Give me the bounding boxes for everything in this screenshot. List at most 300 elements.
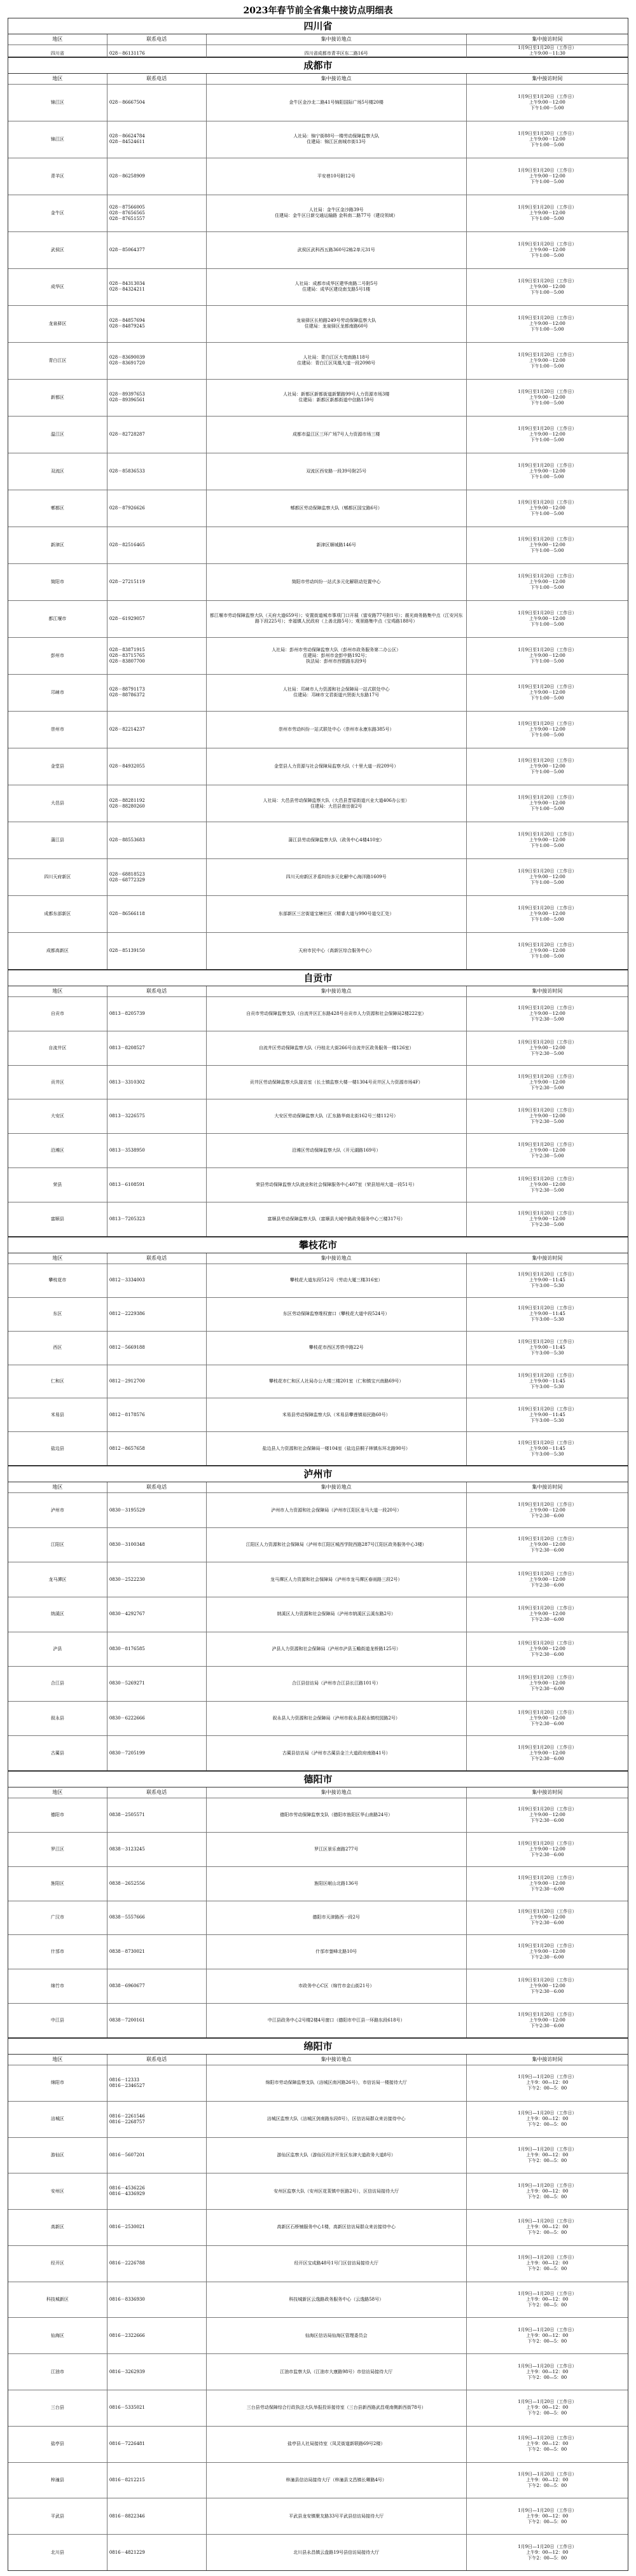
area-name: 成都东部新区 <box>44 911 71 917</box>
time-text: 上午9:00－12:00 <box>529 1846 565 1852</box>
phone-cell <box>107 1833 207 1866</box>
area-cell <box>8 417 107 453</box>
address-cell <box>207 306 467 342</box>
phone-cell <box>107 1264 207 1297</box>
table-row <box>8 1736 628 1770</box>
table-row <box>8 2463 628 2499</box>
time-cell <box>467 380 628 416</box>
column-header: 集中接访地点 <box>207 1787 467 1798</box>
table-row <box>8 417 628 453</box>
table-header-row <box>8 986 628 997</box>
phone-number: 0830－3100348 <box>109 1542 145 1548</box>
phone-number: 028－68772329 <box>109 877 145 883</box>
time-text: 下午2：00—5：00 <box>527 2303 567 2308</box>
time-text: 上午9:00－12:00 <box>529 874 565 880</box>
time-text: 下午1:00－5:00 <box>530 548 564 553</box>
region-section <box>8 1466 628 1771</box>
area-name: 科技城新区 <box>46 2297 69 2303</box>
time-cell <box>467 1432 628 1465</box>
phone-number: 028－82516465 <box>109 542 145 548</box>
address-cell <box>207 1031 467 1065</box>
time-cell <box>467 1935 628 1969</box>
phone-number: 0830－2522230 <box>109 1576 145 1582</box>
phone-cell <box>107 2390 207 2426</box>
area-cell <box>8 1031 107 1065</box>
time-text: 上午9:00－12:00 <box>529 579 565 584</box>
address-cell <box>207 1867 467 1901</box>
area-name: 盐边县 <box>50 1445 64 1451</box>
time-text: 下午2:30－6:00 <box>530 1756 564 1761</box>
table-row <box>8 1332 628 1365</box>
area-name: 锦江区 <box>50 136 64 142</box>
address-text: 崇州市劳动纠纷一站式联处中心（崇州市永康东路385号） <box>279 726 394 732</box>
time-text: 上午9:00－12:00 <box>529 1983 565 1989</box>
time-text: 下午2：00—5：00 <box>527 2447 567 2453</box>
time-text: 上午9:00－12:00 <box>529 357 565 363</box>
table-row <box>8 343 628 380</box>
time-text: 1月9日—1月20日（工作日） <box>518 2471 577 2477</box>
phone-cell <box>107 1867 207 1901</box>
column-header: 地区 <box>8 74 107 84</box>
address-cell <box>207 417 467 453</box>
time-text: 1月9日—1月20日（工作日） <box>518 2182 577 2188</box>
address-text: 罗江区景乐南路277号 <box>314 1846 359 1852</box>
address-text: 住建局：邛崃市文君街道兴贤街大东路17号 <box>293 692 380 698</box>
time-text: 上午9:00－12:00 <box>529 394 565 400</box>
address-text: 武侯区武科西五路360号2栋2单元31号 <box>297 247 375 252</box>
time-text: 1月9日至1月20日（工作日） <box>518 1909 577 1915</box>
phone-cell <box>107 2535 207 2570</box>
area-name: 安州区 <box>50 2188 64 2194</box>
address-cell <box>207 2004 467 2037</box>
time-text: 1月9日—1月20日（工作日） <box>518 2327 577 2332</box>
time-text: 1月9日—1月20日（工作日） <box>518 2111 577 2116</box>
time-text: 下午2:30－6:00 <box>530 2023 564 2029</box>
phone-number: 028－86667504 <box>109 99 145 105</box>
time-text: 上午9:00－12:00 <box>529 1045 565 1050</box>
time-text: 上午9:00－12:00 <box>529 1646 565 1651</box>
table-row <box>8 1264 628 1298</box>
table-row <box>8 306 628 343</box>
address-cell <box>207 822 467 858</box>
time-text: 下午2：00—5：00 <box>527 2555 567 2561</box>
time-text: 1月9日—1月20日（工作日） <box>518 2146 577 2152</box>
phone-number: 0813－7205323 <box>109 1216 145 1222</box>
time-text: 上午9:00－12:00 <box>529 1216 565 1222</box>
phone-number: 0816－2322666 <box>109 2332 145 2338</box>
area-name: 高新区 <box>50 2224 64 2230</box>
address-text: 东部新区三岔街道宝塘社区（精睿大道与990号道交汇处） <box>279 911 394 917</box>
time-text: 下午2:30－6:00 <box>530 1686 564 1692</box>
address-text: 市政务中心C区（绵竹市金山街21号） <box>298 1983 375 1989</box>
time-text: 下午2：00—5：00 <box>527 2483 567 2488</box>
time-text: 上午9:00－12:00 <box>529 1915 565 1920</box>
column-header: 联系电话 <box>107 74 207 84</box>
table-row <box>8 232 628 269</box>
address-cell <box>207 1702 467 1736</box>
phone-number: 0830－7205199 <box>109 1750 145 1756</box>
time-cell <box>467 2246 628 2282</box>
area-name: 锦江区 <box>50 99 64 105</box>
phone-number: 0816－5335021 <box>109 2405 145 2411</box>
table-row <box>8 638 628 675</box>
address-cell <box>207 158 467 195</box>
time-text: 1月9日—1月20日（工作日） <box>518 2507 577 2513</box>
address-cell <box>207 675 467 711</box>
area-cell <box>8 1562 107 1597</box>
address-cell <box>207 1901 467 1935</box>
phone-cell <box>107 896 207 932</box>
time-text: 上午9:00－12:00 <box>529 1812 565 1817</box>
address-text: 平安巷10号附12号 <box>317 173 356 179</box>
area-name: 新津区 <box>50 542 64 548</box>
address-text: 都江堰市劳动保障监察大队（天府大道659号）；安置街道城市事项门口开展（富安路77号附1号）；震光商务路集中点（江安河东路下段225号）；幸福镇人民政府（上善北路5号）；观景路集中点（宝鸡路188号） <box>209 613 463 624</box>
address-text: 新津区顺城路146号 <box>316 542 356 548</box>
time-text: 上午9:00－11:45 <box>529 1345 565 1351</box>
area-name: 盐亭县 <box>50 2441 64 2447</box>
table-row <box>8 859 628 896</box>
table-row <box>8 2246 628 2282</box>
phone-number: 028－84857694 <box>109 318 145 324</box>
table-row <box>8 997 628 1031</box>
time-text: 1月9日至1月20日（工作日） <box>518 647 577 652</box>
time-cell <box>467 417 628 453</box>
phone-number: 028－61929057 <box>109 616 145 621</box>
time-text: 上午9:00－12:00 <box>529 284 565 289</box>
address-cell <box>207 2065 467 2101</box>
table-row <box>8 2138 628 2174</box>
table-row <box>8 195 628 232</box>
time-text: 1月9日至1月20日（工作日） <box>518 1373 577 1379</box>
phone-number: 0816－2268757 <box>109 2119 145 2125</box>
phone-number: 0816－2226788 <box>109 2261 145 2266</box>
address-cell <box>207 121 467 158</box>
phone-cell <box>107 1901 207 1935</box>
time-cell <box>467 2210 628 2245</box>
area-name: 简阳市 <box>50 579 64 584</box>
address-cell <box>207 997 467 1031</box>
table-row <box>8 1969 628 2004</box>
table-row <box>8 490 628 527</box>
area-name: 什邡市 <box>50 1949 64 1955</box>
phone-number: 0812－2229386 <box>109 1311 145 1317</box>
time-cell <box>467 2065 628 2101</box>
address-text: 叙永县人力资源和社会保障局（泸州市叙永县叙永镇校园路2号） <box>272 1716 400 1721</box>
time-cell <box>467 1528 628 1562</box>
time-text: 1月9日至1月20日（工作日） <box>518 906 577 911</box>
address-cell <box>207 1298 467 1331</box>
time-cell <box>467 527 628 563</box>
phone-number: 0816－3262939 <box>109 2369 145 2374</box>
address-text: 梓潼县信访局接待大厅（梓潼县文昌镇长卿路4号） <box>286 2477 387 2483</box>
area-cell <box>8 2138 107 2173</box>
area-name: 富顺县 <box>50 1216 64 1222</box>
table-header-row <box>8 34 628 45</box>
table-row <box>8 2102 628 2138</box>
phone-number: 028－82214237 <box>109 726 145 732</box>
address-text: 北川县永昌镇云盘路19号县信访局接待大厅 <box>293 2549 380 2555</box>
area-cell <box>8 121 107 158</box>
time-text: 1月9日至1月20日（工作日） <box>518 130 577 136</box>
column-header: 联系电话 <box>107 1253 207 1264</box>
phone-number: 0812－8657658 <box>109 1445 145 1451</box>
area-cell <box>8 822 107 858</box>
time-cell <box>467 158 628 195</box>
area-name: 涪城区 <box>50 2116 64 2122</box>
column-header: 集中接访地点 <box>207 74 467 84</box>
phone-cell <box>107 1134 207 1167</box>
time-cell <box>467 896 628 932</box>
area-name: 自贡市 <box>50 1010 64 1016</box>
phone-cell <box>107 785 207 822</box>
time-text: 1月9日至1月20日（工作日） <box>518 1806 577 1812</box>
area-cell <box>8 2463 107 2498</box>
time-text: 1月9日至1月20日（工作日） <box>518 1142 577 1148</box>
area-cell <box>8 785 107 822</box>
time-text: 下午1:00－5:00 <box>530 179 564 184</box>
area-cell <box>8 2282 107 2318</box>
time-text: 下午1:00－5:00 <box>530 142 564 148</box>
time-text: 上午9：00—12：00 <box>526 2224 569 2230</box>
time-text: 上午9：00—12：00 <box>526 2261 569 2266</box>
table-row <box>8 1066 628 1100</box>
area-cell <box>8 2210 107 2245</box>
phone-cell <box>107 232 207 268</box>
time-cell <box>467 1867 628 1901</box>
address-cell <box>207 2138 467 2173</box>
phone-number: 028－84932055 <box>109 764 145 769</box>
time-text: 1月9日至1月20日（工作日） <box>518 536 577 542</box>
phone-cell <box>107 1365 207 1398</box>
table-row <box>8 2004 628 2037</box>
table-header-row <box>8 1787 628 1798</box>
time-text: 上午9:00－12:00 <box>529 1182 565 1188</box>
time-text: 下午2:30－5:00 <box>530 1016 564 1022</box>
address-text: 郫都区劳动保障监察大队（郫都区国宝路6号） <box>290 505 382 511</box>
area-name: 合江县 <box>50 1681 64 1686</box>
table-row <box>8 2282 628 2318</box>
area-cell <box>8 2390 107 2426</box>
time-text: 1月9日至1月20日（工作日） <box>518 352 577 357</box>
phone-number: 0838－2505571 <box>109 1812 145 1817</box>
time-cell <box>467 1031 628 1065</box>
area-name: 金牛区 <box>50 210 64 216</box>
area-name: 仙海区 <box>50 2332 64 2338</box>
table-row <box>8 1099 628 1134</box>
time-cell <box>467 85 628 121</box>
time-text: 下午2：00—5：00 <box>527 2519 567 2524</box>
area-cell <box>8 1099 107 1133</box>
phone-number: 0830－4292767 <box>109 1611 145 1617</box>
time-text: 上午9:00－11:45 <box>529 1445 565 1451</box>
phone-number: 0838－6960677 <box>109 1983 145 1989</box>
table-row <box>8 822 628 859</box>
time-text: 下午1:00－5:00 <box>530 584 564 590</box>
address-cell <box>207 2535 467 2570</box>
phone-number: 0838－8730021 <box>109 1949 145 1955</box>
phone-number: 0830－6222666 <box>109 1716 145 1721</box>
area-name: 中江县 <box>50 2018 64 2023</box>
address-text: 成都市温江区三环广场7号人力资源市场三楼 <box>292 431 380 437</box>
time-text: 上午9:00－12:00 <box>529 210 565 216</box>
time-text: 上午9：00—12：00 <box>526 2441 569 2447</box>
area-name: 经开区 <box>50 2261 64 2266</box>
table-row <box>8 1935 628 1969</box>
time-text: 下午2:30－6:00 <box>530 1721 564 1727</box>
time-text: 上午9:00－12:00 <box>529 542 565 548</box>
address-text: 游仙区监察大队（游仙区经济开发区东津大道政务大道8号） <box>277 2152 396 2158</box>
area-name: 龙泉驿区 <box>48 320 67 326</box>
column-header: 地区 <box>8 1253 107 1264</box>
phone-number: 028－86624784 <box>109 134 145 139</box>
time-cell <box>467 1969 628 2003</box>
area-name: 纳溪区 <box>50 1611 64 1617</box>
time-text: 1月9日至1月20日（工作日） <box>518 832 577 837</box>
time-text: 1月9日至1月20日（工作日） <box>518 1406 577 1412</box>
area-cell <box>8 306 107 342</box>
column-header: 集中接访时间 <box>532 36 563 42</box>
address-text: 住建局：大邑县南岳街2号 <box>310 803 363 809</box>
time-text: 下午2:30－6:00 <box>530 1582 564 1588</box>
region-title: 德阳市 <box>8 1772 628 1787</box>
area-name: 游仙区 <box>50 2152 64 2158</box>
time-text: 1月9日至1月20日（工作日） <box>518 1943 577 1949</box>
address-text: 住建局：金牛区日新交通运输路 金科南二路77号（建设领域） <box>275 213 398 219</box>
table-row <box>8 1031 628 1066</box>
time-text: 1月9日至1月20日（工作日） <box>518 1840 577 1846</box>
time-text: 上午9：00—12：00 <box>526 2405 569 2411</box>
area-cell <box>8 1264 107 1297</box>
address-cell <box>207 1597 467 1632</box>
time-cell <box>467 2354 628 2390</box>
area-cell <box>8 158 107 195</box>
phone-cell <box>107 195 207 231</box>
phone-cell <box>107 343 207 379</box>
area-name: 泸州市 <box>50 1507 64 1513</box>
area-cell <box>8 638 107 674</box>
time-text: 下午2:30－6:00 <box>530 1617 564 1623</box>
area-cell <box>8 2535 107 2570</box>
area-name: 自流井区 <box>48 1045 67 1050</box>
time-text: 下午2：00—5：00 <box>527 2411 567 2416</box>
time-text: 下午2：00—5：00 <box>527 2230 567 2236</box>
phone-cell <box>107 1702 207 1736</box>
time-text: 1月9日至1月20日（工作日） <box>518 315 577 320</box>
table-row <box>8 785 628 822</box>
address-text: 自贡市劳动保障监察支队（自流井区汇东路428号自贡市人力资源和社会保障局2楼222室） <box>246 1010 427 1016</box>
column-header: 集中接访时间 <box>532 2056 563 2062</box>
phone-cell <box>107 1597 207 1632</box>
time-text: 1月9日—1月20日（工作日） <box>518 2219 577 2224</box>
time-text: 下午1:00－5:00 <box>530 695 564 701</box>
region-section <box>8 970 628 1237</box>
time-cell <box>467 1597 628 1632</box>
address-cell <box>207 2173 467 2209</box>
time-cell <box>467 2463 628 2498</box>
table-row <box>8 453 628 490</box>
area-cell <box>8 1969 107 2003</box>
time-text: 上午9：00—12：00 <box>526 2332 569 2338</box>
area-cell <box>8 1066 107 1099</box>
phone-cell <box>107 269 207 305</box>
time-cell <box>467 1736 628 1770</box>
time-text: 下午1:00－5:00 <box>530 326 564 332</box>
address-text: 盐亭县人社局接待室（凤灵街道新联路69号2楼） <box>287 2441 385 2447</box>
time-text: 1月9日—1月20日（工作日） <box>518 2363 577 2369</box>
area-cell <box>8 2065 107 2101</box>
area-name: 郫都区 <box>50 505 64 511</box>
phone-number: 028－87651557 <box>109 216 145 221</box>
time-text: 下午2：00—5：00 <box>527 2086 567 2091</box>
phone-number: 0816－12333 <box>109 2077 139 2083</box>
area-cell <box>8 1597 107 1632</box>
time-cell <box>467 1562 628 1597</box>
area-cell <box>8 564 107 600</box>
time-cell <box>467 232 628 268</box>
phone-number: 0812－2912700 <box>109 1379 145 1384</box>
time-text: 下午2:30－6:00 <box>530 1651 564 1657</box>
time-text: 上午9:00－12:00 <box>529 1949 565 1955</box>
time-text: 下午1:00－5:00 <box>530 917 564 923</box>
address-cell <box>207 1168 467 1202</box>
time-cell <box>467 2427 628 2462</box>
phone-number: 0830－8176585 <box>109 1646 145 1651</box>
table-row <box>8 1528 628 1563</box>
time-text: 1月9日—1月20日（工作日） <box>518 2074 577 2080</box>
address-text: 绵阳市劳动保障监察支队（涪城区南河路26号），市信访局一楼接待大厅 <box>265 2080 407 2086</box>
phone-cell <box>107 822 207 858</box>
time-text: 下午1:00－5:00 <box>530 843 564 849</box>
area-cell <box>8 490 107 527</box>
address-cell <box>207 195 467 231</box>
area-name: 贡井区 <box>50 1079 64 1085</box>
table-row <box>8 748 628 785</box>
phone-number: 028－88791173 <box>109 687 145 692</box>
time-text: 上午9:00－11:30 <box>529 51 565 56</box>
phone-number: 028－86566118 <box>109 911 145 917</box>
address-text: 自流井区劳动保障监察大队（丹桂北大街266号自流井区政务服务一楼126室） <box>258 1045 414 1050</box>
address-cell <box>207 2282 467 2318</box>
phone-number: 0830－5269271 <box>109 1681 145 1686</box>
address-cell <box>207 1202 467 1236</box>
region-title: 绵阳市 <box>8 2039 628 2055</box>
phone-number: 028－86258909 <box>109 173 145 179</box>
table-row <box>8 380 628 417</box>
phone-number: 0812－3334003 <box>109 1278 145 1283</box>
address-text: 安州区监察大队（安州区花荄镇中医路2号），区信访局接待大厅 <box>273 2188 399 2194</box>
area-name: 德阳市 <box>50 1812 64 1817</box>
table-row <box>8 158 628 195</box>
table-row <box>8 269 628 306</box>
phone-number: 028－83871915 <box>109 647 145 652</box>
time-text: 上午9:00－12:00 <box>529 764 565 769</box>
address-text: 贡井区劳动保障监察大队接访室（长土镇监察大楼一楼1304号贡井区人力资源市场4F） <box>249 1079 423 1085</box>
region-section <box>8 18 628 57</box>
column-header: 地区 <box>8 1482 107 1492</box>
time-text: 1月9日至1月20日（工作日） <box>518 2012 577 2018</box>
address-text: 什邡市蓥峰北路10号 <box>315 1949 357 1955</box>
address-text: 泸州市人力资源和社会保障局（泸州市江阳区龙马大道一段20号） <box>271 1507 402 1513</box>
time-cell <box>467 2138 628 2173</box>
time-text: 1月9日至1月20日（工作日） <box>518 167 577 173</box>
area-cell <box>8 859 107 895</box>
phone-cell <box>107 1528 207 1562</box>
table-row <box>8 1562 628 1597</box>
address-text: 人社局：锦宁街88号一楼劳动保障监察大队 <box>293 134 380 139</box>
address-cell <box>207 2498 467 2534</box>
area-cell <box>8 997 107 1031</box>
phone-cell <box>107 1202 207 1236</box>
